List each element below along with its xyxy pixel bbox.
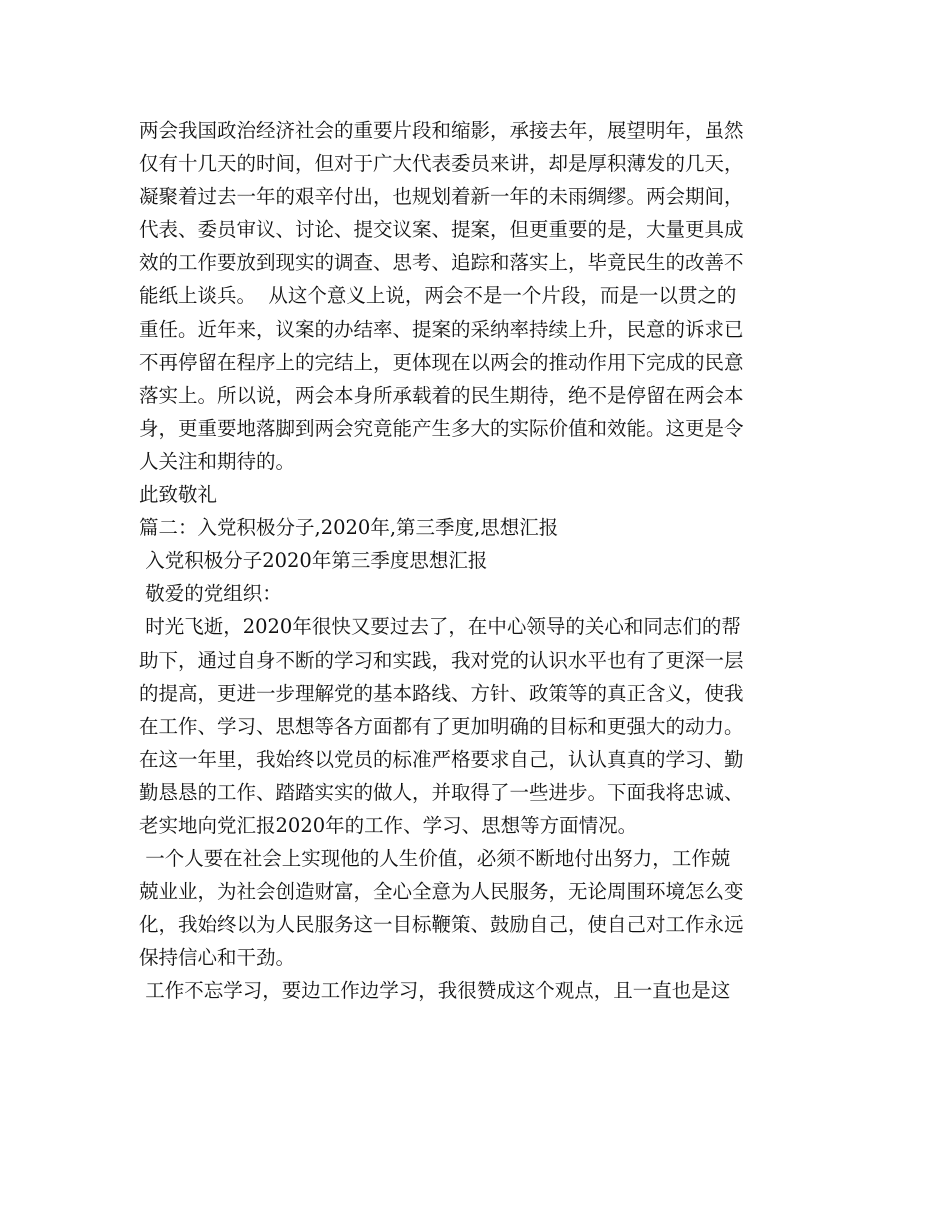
text-line: 人关注和期待的。 — [139, 449, 296, 473]
text-line: 两会我国政治经济社会的重要片段和缩影，承接去年，展望明年，虽然 — [139, 119, 744, 142]
text-line: 勤恳恳的工作、踏踏实实的做人，并取得了一些进步。下面我将忠诚、 — [139, 780, 744, 804]
text-line: 重任。近年来，议案的办结率、提案的采纳率持续上升，民意的诉求已 — [139, 317, 744, 341]
text-line: 在工作、学习、思想等各方面都有了更加明确的目标和更强大的动力。 — [139, 714, 744, 738]
text-line: 时光飞逝，2020年很快又要过去了，在中心领导的关心和同志们的帮 — [139, 615, 741, 639]
text-line: 在这一年里，我始终以党员的标准严格要求自己，认认真真的学习、勤 — [139, 747, 744, 771]
closing-salutation: 此致敬礼 — [139, 483, 218, 507]
text-line: 一个人要在社会上实现他的人生价值，必须不断地付出努力，工作兢 — [139, 847, 731, 871]
document-body — [139, 114, 829, 1008]
section-heading: 篇二：入党积极分子,2020年,第三季度,思想汇报 — [139, 516, 559, 540]
text-line: 效的工作要放到现实的调查、思考、追踪和落实上，毕竟民生的改善不 — [139, 251, 744, 275]
text-line: 的提高，更进一步理解党的基本路线、方针、政策等的真正含义，使我 — [139, 681, 744, 705]
text-line: 不再停留在程序上的完结上，更体现在以两会的推动作用下完成的民意 — [139, 350, 744, 374]
text-line: 化，我始终以为人民服务这一目标鞭策、鼓励自己，使自己对工作永远 — [139, 913, 744, 937]
text-line: 能纸上谈兵。 从这个意义上说，两会不是一个片段，而是一以贯之的 — [139, 284, 737, 308]
text-line: 代表、委员审议、讨论、提交议案、提案，但更重要的是，大量更具成 — [139, 218, 744, 242]
text-line: 老实地向党汇报2020年的工作、学习、思想等方面情况。 — [139, 813, 638, 837]
text-line: 凝聚着过去一年的艰辛付出，也规划着新一年的未雨绸缪。两会期间， — [139, 185, 744, 209]
text-line: 仅有十几天的时间，但对于广大代表委员来讲，却是厚积薄发的几天， — [139, 152, 744, 176]
text-line: 助下，通过自身不断的学习和实践，我对党的认识水平也有了更深一层 — [139, 648, 744, 672]
text-line: 保持信心和干劲。 — [139, 946, 296, 970]
text-line: 兢业业，为社会创造财富，全心全意为人民服务，无论周围环境怎么变 — [139, 880, 744, 904]
greeting: 敬爱的党组织： — [139, 582, 282, 606]
text-line: 工作不忘学习，要边工作边学习，我很赞成这个观点，且一直也是这 — [139, 979, 731, 1003]
text-line: 身，更重要地落脚到两会究竟能产生多大的实际价值和效能。这更是令 — [139, 416, 744, 440]
text-line: 落实上。所以说，两会本身所承载着的民生期待，绝不是停留在两会本 — [139, 383, 744, 407]
report-title: 入党积极分子2020年第三季度思想汇报 — [139, 549, 488, 573]
